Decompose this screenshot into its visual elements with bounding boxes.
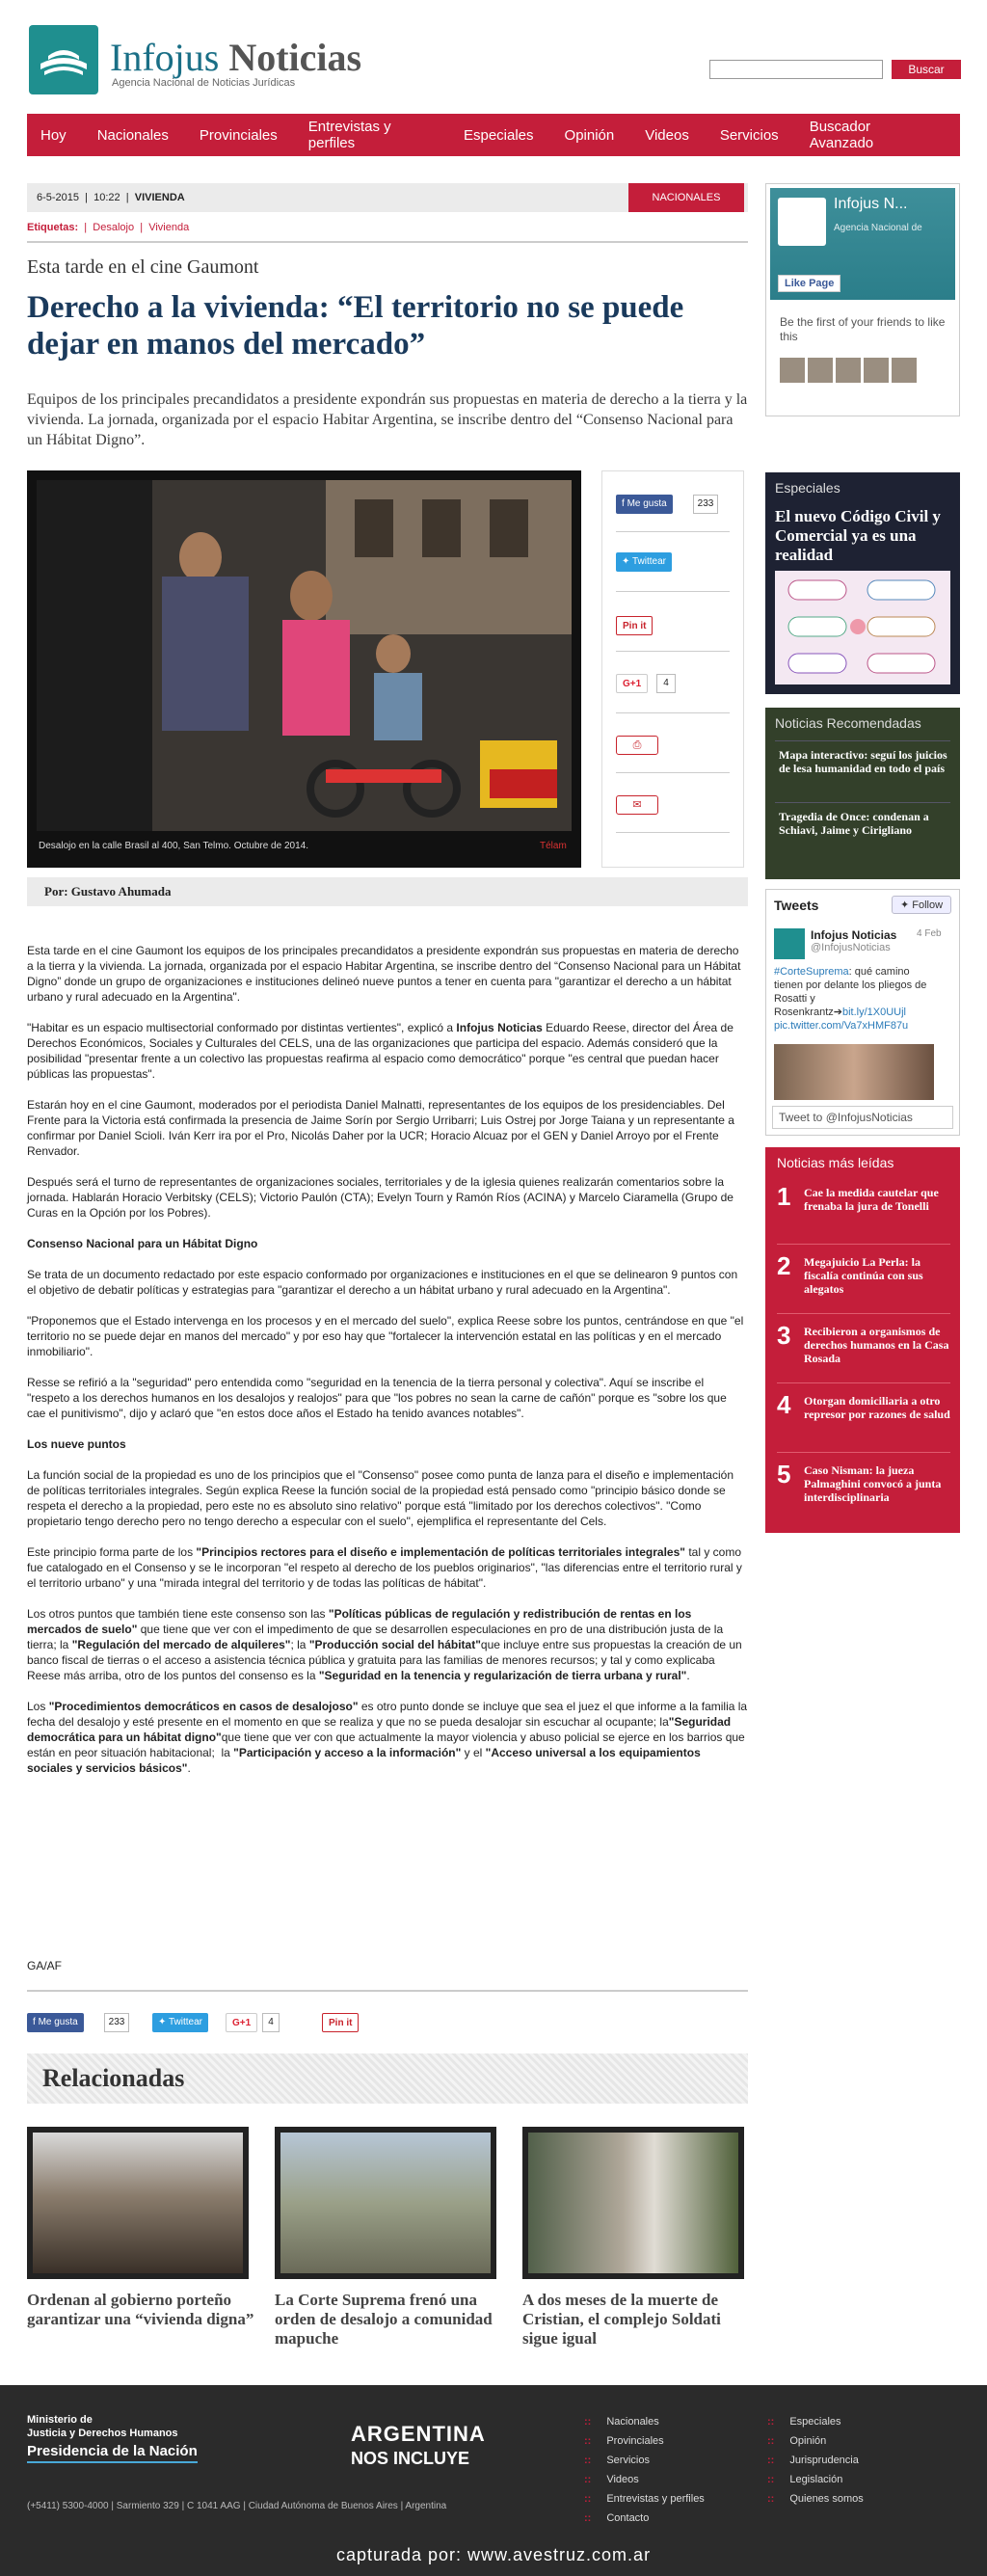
mas-leida-title[interactable]: Otorgan domiciliaria a otro represor por razones de salud xyxy=(804,1394,950,1421)
article-lead: Equipos de los principales precandidatos a presidente expondrán sus propuestas en materia de derecho a la tierra y la vivienda. La jornada, organizada por el espacio Habitar Argentina, se inscribe dentro del “Consenso Nacional para un Hábitat Digno”. xyxy=(27,391,748,448)
facebook-icon: f xyxy=(622,498,625,509)
related-image-3[interactable] xyxy=(522,2127,744,2279)
avatar[interactable] xyxy=(780,358,805,383)
pinterest-pin-button[interactable]: Pin it xyxy=(616,616,653,635)
facebook-like-count: 233 xyxy=(693,495,718,514)
nav-item-1[interactable]: Nacionales xyxy=(96,126,169,144)
recomendada-item-1[interactable]: Mapa interactivo: seguí los juicios de lesa humanidad en todo el país xyxy=(779,748,947,775)
logo-subtitle: Agencia Nacional de Noticias Jurídicas xyxy=(112,77,296,89)
divider xyxy=(616,832,730,833)
footer-link[interactable]: :: Jurisprudencia xyxy=(767,2451,864,2470)
page-logo-icon xyxy=(778,198,826,246)
mas-leida-item-3[interactable] xyxy=(777,1321,950,1379)
paragraph: Después será el turno de representantes de organizaciones sociales, territoriales y de la iglesia quienes realizarán comentarios sobre la jornada. Hablarán Horacio Verbitsky (CELS); Victorio Paulón (CTA); Evelyn Tourn y Ramón Ríos (ACINA) y Marcelo Ciaramella (Grupo de Curas en la Opción por los Pobres). xyxy=(27,1175,734,1220)
twitter-follow-button[interactable]: ✦ Follow xyxy=(892,896,951,914)
mas-leida-title[interactable]: Caso Nisman: la jueza Palmaghini convocó a junta interdisciplinaria xyxy=(804,1463,942,1504)
photo-caption: Desalojo en la calle Brasil al 400, San Telmo. Octubre de 2014. xyxy=(39,841,308,851)
facebook-icon: f xyxy=(33,2017,36,2027)
facebook-like-button-bottom[interactable]: f Me gusta xyxy=(27,2013,84,2032)
pinterest-pin-button-bottom[interactable]: Pin it xyxy=(322,2013,359,2032)
divider xyxy=(777,1382,950,1383)
tweets-label: Tweets xyxy=(774,898,819,913)
paragraph: Esta tarde en el cine Gaumont los equipos de los principales precandidatos a presidente expondrán sus propuestas en materia de derecho a la tierra y la vivienda. La jornada, organizada por el espacio Habitar Argentina, se inscribe dentro del “Consenso Nacional para un Hábitat Digno” donde un grupo de organizaciones e instituciones delineó nueve puntos a tener en cuenta para "garantizar el derecho a un hábitat urbano y rural adecuado en la Argentina". xyxy=(27,944,741,1004)
tags-label: Etiquetas: xyxy=(27,222,79,233)
tag-vivienda[interactable]: Vivienda xyxy=(148,222,190,233)
nav-item-7[interactable]: Servicios xyxy=(719,126,779,144)
facebook-page-widget xyxy=(765,183,960,416)
google-plus-button-bottom[interactable]: G+1 xyxy=(226,2013,257,2032)
divider xyxy=(616,772,730,773)
tweet-author-name[interactable]: Infojus Noticias xyxy=(811,928,897,942)
facebook-page-banner[interactable] xyxy=(770,188,955,300)
article-date: 6-5-2015 xyxy=(37,192,80,203)
paragraph: Resse se refirió a la "seguridad" pero entendida como "seguridad en la tenencia de la tierra personal y colectiva". Aquí se inscribe el "respeto a los derechos humanos en los desalojos y realojos" para que "los pobres no sean la carne de cañón" porque es "sobre los que cae el punitivismo", dijo y aclaró que "en estos doce años el Estado ha tenido avances notables". xyxy=(27,1376,727,1420)
divider xyxy=(616,531,730,532)
photo-credit: Télam xyxy=(540,841,567,851)
divider xyxy=(777,1452,950,1453)
rank-number: 4 xyxy=(777,1390,791,1419)
search-input[interactable] xyxy=(709,60,883,79)
section-badge[interactable]: NACIONALES xyxy=(628,183,744,212)
search-button[interactable]: Buscar xyxy=(892,60,961,79)
site-footer xyxy=(0,2385,987,2576)
twitter-tweet-button[interactable]: ✦ Twittear xyxy=(616,552,672,572)
main-nav xyxy=(27,114,960,156)
print-icon[interactable]: ⎙ xyxy=(616,736,658,755)
avatar[interactable] xyxy=(892,358,917,383)
mas-leida-item-4[interactable] xyxy=(777,1390,950,1448)
tweet-author-handle[interactable]: @InfojusNoticias xyxy=(811,942,891,953)
especiales-widget xyxy=(765,472,960,694)
divider xyxy=(616,651,730,652)
article-body xyxy=(27,943,748,1791)
subheading: Consenso Nacional para un Hábitat Digno xyxy=(27,1237,258,1250)
subheading: Los nueve puntos xyxy=(27,1437,126,1451)
tweet-image[interactable] xyxy=(774,1044,934,1100)
especiales-image[interactable] xyxy=(775,571,950,684)
paragraph: "Proponemos que el Estado intervenga en los procesos y en el mercado del suelo", explica Reese sobre los puntos, centrándose en que "el territorio no se puede dejar en manos del mercado" y por eso hay que "fortalecer la intervención estatal en las políticas y en el mercado inmobiliario". xyxy=(27,1314,744,1358)
footer-link[interactable]: :: Legislación xyxy=(767,2470,864,2489)
google-plus-button[interactable]: G+1 xyxy=(616,674,648,693)
paragraph: Los otros puntos que también tiene este consenso son las "Políticas públicas de regulación y redistribución de rentas en los mercados de suelo" que tiene que ver con el impedimento de que se desarrollen especulaciones en pro de una distribución justa de la tierra; la "Regulación del mercado de alquileres"; la "Producción social del hábitat"que incluye entre sus propuestas la creación de un banco fiscal de tierras o el acceso a asistencia técnica pública y gratuita para las familias de menores recursos; y tal y como explicaba Reese más arriba, otro de los puntos del consenso es la "Seguridad en la tenencia y regularización de tierra urbana y rural". xyxy=(27,1607,742,1682)
nav-item-0[interactable]: Hoy xyxy=(40,126,67,144)
paragraph: Este principio forma parte de los "Principios rectores para el diseño e implementación de políticas territoriales integrales" tal y como fue catalogado en el Consenso y se le incorporan "el respeto al derecho de los pueblos originarios", "las diferencias entre el territorio rural y el territorio urbano" y una "mirada integral del territorio y de todas las políticas de hábitat". xyxy=(27,1545,742,1590)
recomendada-item-2[interactable]: Tragedia de Once: condenan a Schiavi, Jaime y Cirigliano xyxy=(779,810,929,837)
related-image-1[interactable] xyxy=(27,2127,249,2279)
rank-number: 1 xyxy=(777,1182,791,1211)
related-title-1[interactable]: Ordenan al gobierno porteño garantizar una “vivienda digna” xyxy=(27,2291,254,2328)
twitter-icon: ✦ xyxy=(900,899,910,911)
capture-credit: capturada por: www.avestruz.com.ar xyxy=(335,2545,652,2564)
footer-link[interactable]: :: Quienes somos xyxy=(767,2489,864,2509)
mas-leida-item-1[interactable] xyxy=(777,1182,950,1240)
twitter-icon: ✦ xyxy=(622,556,630,567)
twitter-tweet-button-bottom[interactable]: ✦ Twittear xyxy=(152,2013,208,2032)
facebook-page-subtitle: Agencia Nacional de xyxy=(834,223,922,233)
logo-title[interactable]: Infojus Noticias xyxy=(110,36,362,79)
divider xyxy=(616,591,730,592)
logo-icon[interactable] xyxy=(29,25,98,94)
share-column xyxy=(601,470,744,868)
nav-item-3[interactable]: Entrevistas y perfiles xyxy=(307,119,391,151)
especiales-title[interactable]: El nuevo Código Civil y Comercial ya es una realidad xyxy=(775,507,941,564)
divider xyxy=(777,1313,950,1314)
footer-link[interactable]: :: Contacto xyxy=(584,2509,705,2528)
mas-leida-item-5[interactable] xyxy=(777,1460,950,1517)
facebook-like-button[interactable]: f Me gusta xyxy=(616,495,673,514)
avatar[interactable] xyxy=(774,928,805,959)
argentina-logo-line-1: ARGENTINA xyxy=(351,2422,486,2446)
footer-address: (+5411) 5300-4000 | Sarmiento 329 | C 1041 AAG | Ciudad Autónoma de Buenos Aires | Argentina xyxy=(27,2501,447,2511)
tags: Etiquetas: | Desalojo | Vivienda xyxy=(27,222,190,233)
paragraph: Estarán hoy en el cine Gaumont, moderados por el periodista Daniel Malnatti, representantes de los equipos de los presidenciables. Del Frente para la Victoria está confirmada la presencia de Jaime Sorín por Sergio Urribarri; Luis Ostrej por Jorge Taiana y un representante a confirmar por Daniel Scioli. Iván Kerr ira por el Pro, Nicolás Daher por la UCR; Horacio Alcuaz por el GEN y Daniel Arroyo por el Frente Renvador. xyxy=(27,1098,734,1158)
paragraph: Los "Procedimientos democráticos en casos de desalojoso" es otro punto donde se incluye que sea el juez el que informe a la familia la fecha del desalojo y esté presente en el momento en que se realiza y que no se pueda desalojar sin escuchar al ocupante; la"Seguridad democrática para un hábitat digno"que tiene que ver con que actualmente la mayor violencia y abuso policial se ejerce en los barrios que están en peor situación habitacional; la "Participación y acceso a la información" y el "Acceso universal a los equipamientos sociales y servicios básicos". xyxy=(27,1700,748,1775)
email-icon[interactable]: ✉ xyxy=(616,795,658,815)
recomendadas-label: Noticias Recomendadas xyxy=(775,715,921,731)
footer-link[interactable]: :: Videos xyxy=(584,2470,705,2489)
footer-links-col-1 xyxy=(584,2412,705,2528)
twitter-icon: ✦ xyxy=(158,2017,167,2027)
divider xyxy=(777,1244,950,1245)
rank-number: 5 xyxy=(777,1460,791,1489)
google-plus-count-bottom: 4 xyxy=(262,2013,280,2032)
mas-leida-title[interactable]: Cae la medida cautelar que frenaba la jura de Tonelli xyxy=(804,1186,939,1213)
article-time: 10:22 xyxy=(93,192,120,203)
divider xyxy=(775,802,950,803)
facebook-like-page-button[interactable]: Like Page xyxy=(778,275,840,292)
facebook-faces xyxy=(780,358,920,386)
google-plus-count: 4 xyxy=(656,674,676,693)
footer-link[interactable]: :: Entrevistas y perfiles xyxy=(584,2489,705,2509)
recomendadas-widget xyxy=(765,708,960,879)
related-image-2[interactable] xyxy=(275,2127,496,2279)
tweet-text: #CorteSuprema: qué camino tienen por delante los pliegos de Rosatti y Rosenkrantz➔bit.ly/1X0UUjl pic.twitter.com/Va7xHMF87u xyxy=(774,966,927,1032)
especiales-label: Especiales xyxy=(775,480,840,496)
divider xyxy=(616,712,730,713)
paragraph: "Habitar es un espacio multisectorial conformado por distintas vertientes", explicó a Infojus Noticias Eduardo Reese, director del Área de Derechos Económicos, Sociales y Culturales del CELS, una de las organizaciones que participa del espacio. Además consideró que la posibilidad "presentar frente a un colectivo las propuestas reafirma al espacio como democrático" porque "es central que puedan hacer públicas las propuestas". xyxy=(27,1021,734,1081)
divider xyxy=(27,241,748,243)
tweet-pic-link[interactable]: pic.twitter.com/Va7xHMF87u xyxy=(774,1020,909,1032)
avatar[interactable] xyxy=(836,358,861,383)
footer-links-col-2 xyxy=(767,2412,864,2509)
avatar[interactable] xyxy=(808,358,833,383)
divider xyxy=(27,1990,748,1992)
argentina-logo-line-2: NOS INCLUYE xyxy=(351,2449,470,2468)
tweet-link[interactable]: bit.ly/1X0UUjl xyxy=(841,1006,906,1018)
nav-item-5[interactable]: Opinión xyxy=(564,126,615,144)
ministry-line-1: Ministerio de xyxy=(27,2414,93,2426)
nav-item-4[interactable]: Especiales xyxy=(463,126,534,144)
tweet-to-input[interactable]: Tweet to @InfojusNoticias xyxy=(772,1106,953,1129)
footer-link[interactable]: :: Servicios xyxy=(584,2451,705,2470)
tweet-hashtag[interactable]: #CorteSuprema xyxy=(774,966,849,978)
article-kicker: Esta tarde en el cine Gaumont xyxy=(27,256,259,278)
mas-leida-item-2[interactable] xyxy=(777,1251,950,1309)
mas-leidas-label: Noticias más leídas xyxy=(777,1155,894,1170)
ministry-line-3[interactable]: Presidencia de la Nación xyxy=(27,2443,198,2463)
mas-leidas-widget xyxy=(765,1147,960,1533)
related-title-2[interactable]: La Corte Suprema frenó una orden de desalojo a comunidad mapuche xyxy=(275,2291,493,2348)
footer-link[interactable]: :: Nacionales xyxy=(584,2412,705,2431)
nav-item-6[interactable]: Videos xyxy=(645,126,689,144)
facebook-first-friends: Be the first of your friends to like this xyxy=(780,315,946,343)
footer-link[interactable]: :: Opinión xyxy=(767,2431,864,2451)
tweet-date[interactable]: 4 Feb xyxy=(917,928,942,939)
rank-number: 3 xyxy=(777,1321,791,1350)
nav-item-2[interactable]: Provinciales xyxy=(199,126,278,144)
nav-item-8[interactable]: Buscador Avanzado xyxy=(809,119,874,151)
related-heading: Relacionadas xyxy=(27,2053,748,2104)
related-title-3[interactable]: A dos meses de la muerte de Cristian, el complejo Soldati sigue igual xyxy=(522,2291,721,2348)
divider xyxy=(775,740,950,741)
facebook-like-count-bottom: 233 xyxy=(104,2013,129,2032)
photo-image[interactable] xyxy=(37,480,572,831)
article-signature: GA/AF xyxy=(27,1959,63,1972)
avatar[interactable] xyxy=(864,358,889,383)
byline: Por: Gustavo Ahumada xyxy=(27,877,748,906)
rank-number: 2 xyxy=(777,1251,791,1280)
article-meta: 6-5-2015 | 10:22 | VIVIENDA xyxy=(27,183,748,212)
tag-desalojo[interactable]: Desalojo xyxy=(93,222,135,233)
paragraph: Se trata de un documento redactado por este espacio conformado por organizaciones e instituciones en el que se delinearon 9 puntos con el objetivo de debatir políticas y estrategias para "garantizar el derecho a un hábitat urbano y rural adecuado en la Argentina". xyxy=(27,1268,738,1297)
mas-leida-title[interactable]: Megajuicio La Perla: la fiscalía continúa con sus alegatos xyxy=(804,1255,923,1296)
twitter-widget xyxy=(765,889,960,1136)
mas-leida-title[interactable]: Recibieron a organismos de derechos humanos en la Casa Rosada xyxy=(804,1325,949,1365)
ministry-line-2: Justicia y Derechos Humanos xyxy=(27,2428,178,2439)
paragraph: La función social de la propiedad es uno de los principios que el "Consenso" posee como punta de lanza para el diseño e implementación de políticas territoriales integrales. Según explica Reese la función social de la propiedad está pensado como "principio básico donde se respeta el derecho a la propiedad, pero este no es absoluto sino relativo" porque está "limitado por los derechos colectivos". "Como propietario tengo derecho pero no tengo derecho a especular con el suelo", ejemplifica el representante del Cels. xyxy=(27,1468,734,1528)
footer-link[interactable]: :: Especiales xyxy=(767,2412,864,2431)
facebook-page-title[interactable]: Infojus N... xyxy=(834,196,908,212)
site-header xyxy=(0,0,987,112)
article-photo xyxy=(27,470,581,868)
article-headline: Derecho a la vivienda: “El territorio no se puede dejar en manos del mercado” xyxy=(27,290,684,362)
footer-link[interactable]: :: Provinciales xyxy=(584,2431,705,2451)
article-category[interactable]: VIVIENDA xyxy=(134,192,185,203)
